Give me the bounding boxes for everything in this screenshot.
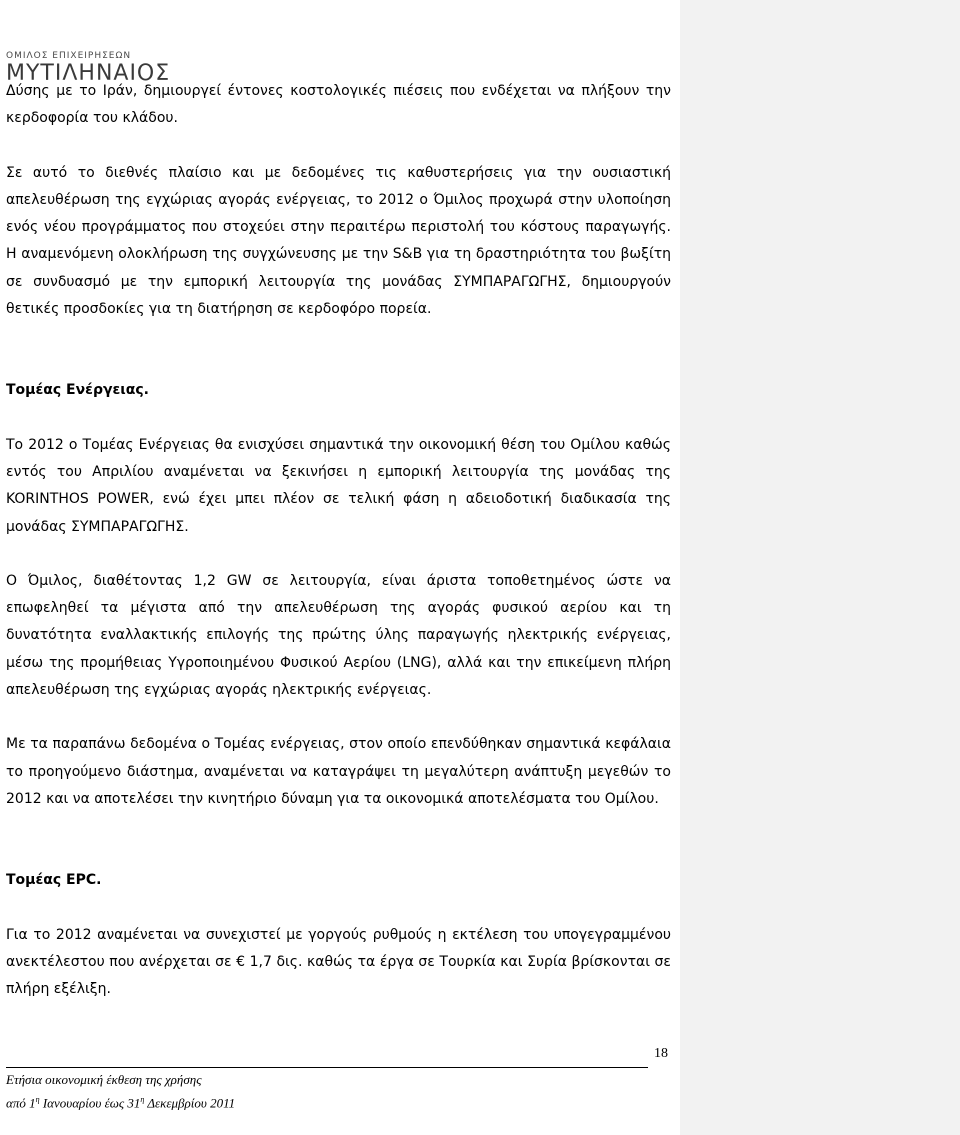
paragraph-2: Σε αυτό το διεθνές πλαίσιο και με δεδομένες τις καθυστερήσεις για την ουσιαστική απελευθέρωση της εγχώριας αγοράς ενέργειας, το 2012 ο Όμιλος προχωρά στην υλοποίηση ενός νέου προγράμματος που στοχεύει στην περαιτέρω περιστολή του κόστους παραγωγής. Η αναμενόμενη ολοκλήρωση της συγχώνευσης με την S&B για τη δραστηριότητα του βωξίτη σε συνδυασμό με την εμπορική λειτουργία της μονάδας ΣΥΜΠΑΡΑΓΩΓΗΣ, δημιουργούν θετικές προσδοκίες για τη διατήρηση σε κερδοφόρο πορεία. [6,164,671,318]
paragraph-1: Δύσης με το Ιράν, δημιουργεί έντονες κοστολογικές πιέσεις που ενδέχεται να πλήξουν την κερδοφορία του κλάδου. [6,83,671,127]
page-footer [6,1070,235,1113]
footer-sup-2: η [140,1095,145,1104]
heading-epc-sector: Τομέας EPC. [6,872,102,889]
paragraph-5: Με τα παραπάνω δεδομένα ο Τομέας ενέργειας, στον οποίο επενδύθηκαν σημαντικά κεφάλαια το προηγούμενο διάστημα, αναμένεται να καταγράψει τη μεγαλύτερη ανάπτυξη μεγεθών το 2012 και να αποτελέσει την κινητήριο δύναμη για τα οικονομικά αποτελέσματα του Ομίλου. [6,736,671,807]
page-number: 18 [654,1046,668,1061]
paragraph-6: Για το 2012 αναμένεται να συνεχιστεί με γοργούς ρυθμούς η εκτέλεση του υπογεγραμμένου ανεκτέλεστου που ανέρχεται σε € 1,7 δις. καθώς τα έργα σε Τουρκία και Συρία βρίσκονται σε πλήρη εξέλιξη. [6,926,671,998]
logo-subtitle: ΟΜΙΛΟΣ ΕΠΙΧΕΙΡΗΣΕΩΝ [6,51,132,61]
footer-sup-1: η [35,1095,40,1104]
page-margin-area [680,0,960,1135]
footer-divider [6,1067,648,1068]
footer-line-1: Ετήσια οικονομική έκθεση της χρήσης [6,1072,202,1087]
paragraph-3: Το 2012 ο Τομέας Ενέργειας θα ενισχύσει σημαντικά την οικονομική θέση του Ομίλου καθώς εντός του Απριλίου αναμένεται να ξεκινήσει η εμπορική λειτουργία της μονάδας της KORINTHOS POWER, ενώ έχει μπει πλέον σε τελική φάση η αδειοδοτική διαδικασία της μονάδας ΣΥΜΠΑΡΑΓΩΓΗΣ. [6,436,671,535]
footer-end: Δεκεμβρίου 2011 [144,1095,236,1111]
paragraph-4: Ο Όμιλος, διαθέτοντας 1,2 GW σε λειτουργία, είναι άριστα τοποθετημένος ώστε να επωφεληθεί τα μέγιστα από την απελευθέρωση της αγοράς φυσικού αερίου και τη δυνατότητα εναλλακτικής επιλογής της πρώτης ύλης παραγωγής ηλεκτρικής ενέργειας, μέσω της προμήθειας Υγροποιημένου Φυσικού Αερίου (LNG), αλλά και την επικείμενη πλήρη απελευθέρωση της εγχώριας αγοράς ηλεκτρικής ενέργειας. [6,572,671,699]
document-body [6,78,671,1003]
footer-from: από 1 [6,1095,36,1111]
footer-line-2 [6,1090,235,1113]
heading-energy-sector: Τομέας Ενέργειας. [6,382,149,399]
logo-wordmark: ΜΥΤΙΛΗΝΑΙΟΣ [6,61,171,86]
footer-to: Ιανουαρίου έως 31 [39,1095,141,1111]
